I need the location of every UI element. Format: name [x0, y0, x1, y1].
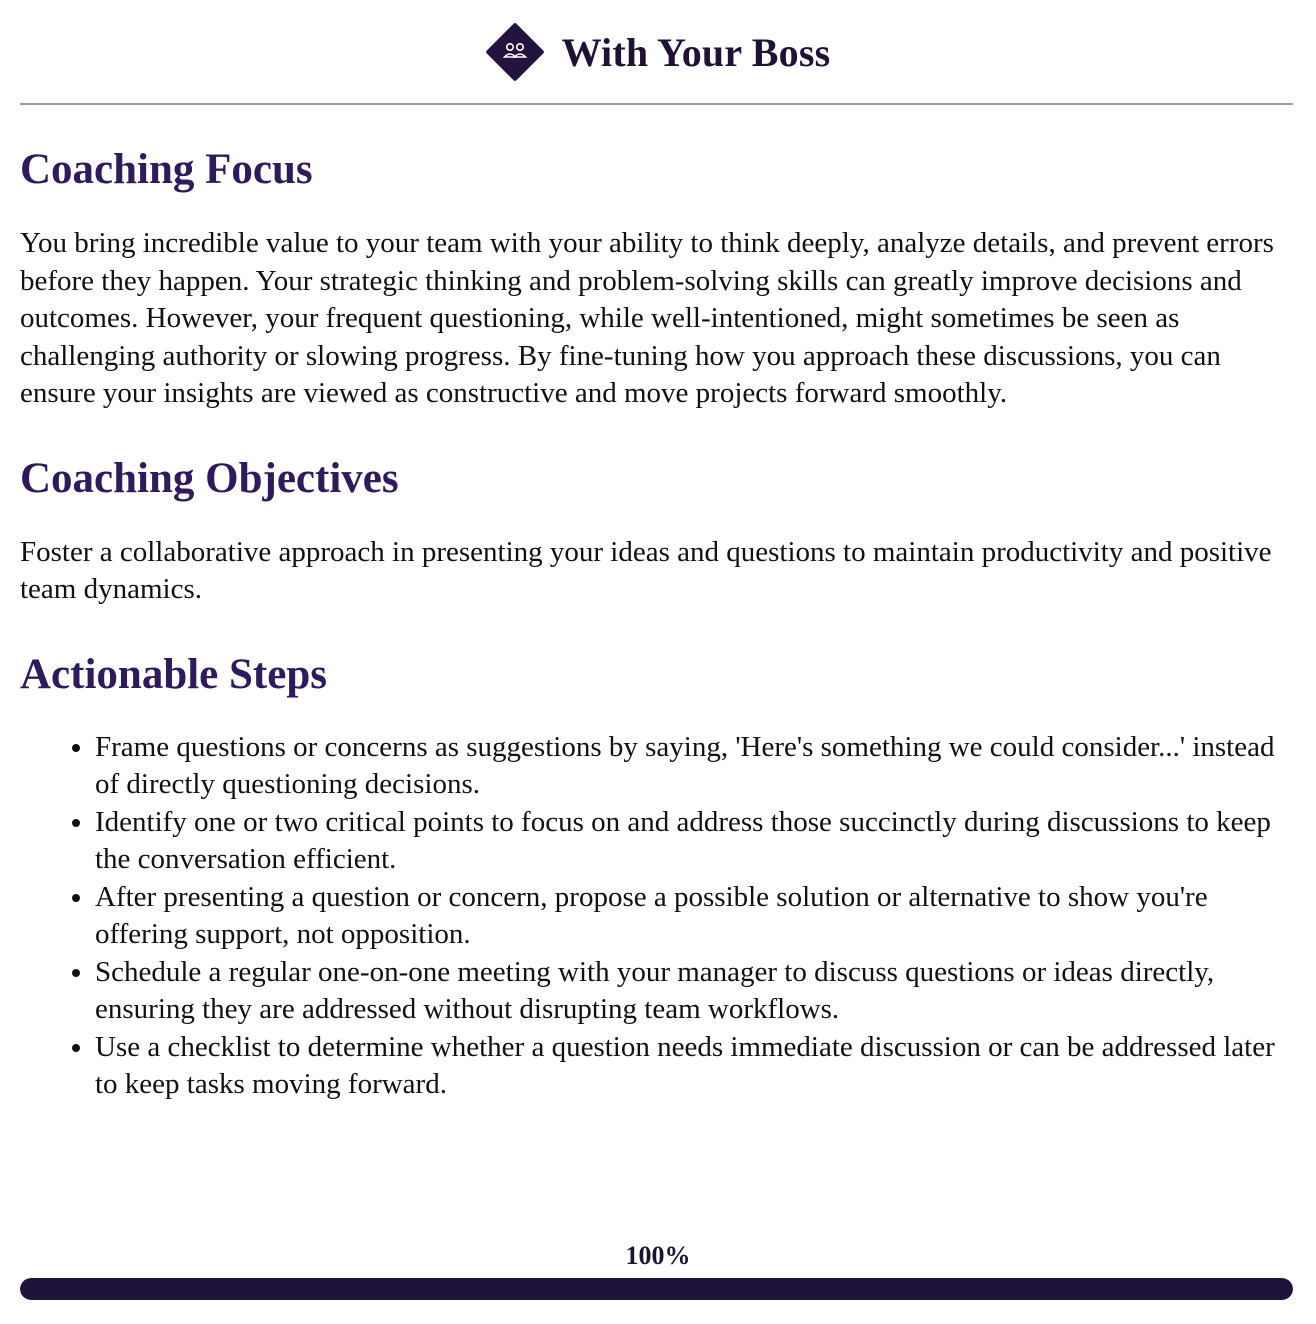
coaching-objectives-text: Foster a collaborative approach in presenting your ideas and questions to maintain productivity and positive team dynamics.	[20, 535, 1272, 605]
main-content	[20, 140, 1296, 1104]
coaching-focus-section	[20, 140, 1296, 413]
list-item: • After presenting a question or concern, propose a possible solution or alternative to show you're offering support, not opposition.	[95, 879, 1296, 954]
list-item: • Schedule a regular one-on-one meeting with your manager to discuss questions or ideas directly, ensuring they are addressed without disrupting team workflows.	[95, 954, 1296, 1029]
progress-fill	[20, 1278, 1293, 1300]
list-item: • Use a checklist to determine whether a question needs immediate discussion or can be addressed later to keep tasks moving forward.	[95, 1029, 1296, 1104]
people-diamond-icon	[486, 23, 544, 81]
actionable-steps-section	[20, 645, 1296, 1104]
list-item: • Identify one or two critical points to focus on and address those succinctly during discussions to keep the conversation efficient.	[95, 804, 1296, 879]
coaching-focus-heading: Coaching Focus	[20, 146, 313, 193]
coaching-objectives-section	[20, 449, 1296, 609]
list-item: • Frame questions or concerns as suggestions by saying, 'Here's something we could consider...' instead of directly questioning decisions.	[95, 729, 1296, 804]
header-divider	[20, 103, 1293, 105]
coaching-objectives-heading: Coaching Objectives	[20, 454, 399, 502]
progress-label: 100%	[625, 1241, 691, 1270]
coaching-focus-text: You bring incredible value to your team with your ability to think deeply, analyze details, and prevent errors before they happen. Your strategic thinking and problem-solving skills can greatly improve decisions and outcomes. However, your frequent questioning, while well-intentioned, might sometimes be seen as challenging authority or slowing progress. By fine-tuning how you approach these discussions, you can ensure your insights are viewed as constructive and move projects forward smoothly.	[20, 227, 1274, 409]
page-header	[0, 0, 1316, 104]
actionable-steps-heading: Actionable Steps	[20, 650, 327, 698]
actionable-steps-list	[20, 729, 1296, 1104]
page-title: With Your Boss	[561, 29, 831, 75]
progress-bar	[20, 1278, 1293, 1300]
